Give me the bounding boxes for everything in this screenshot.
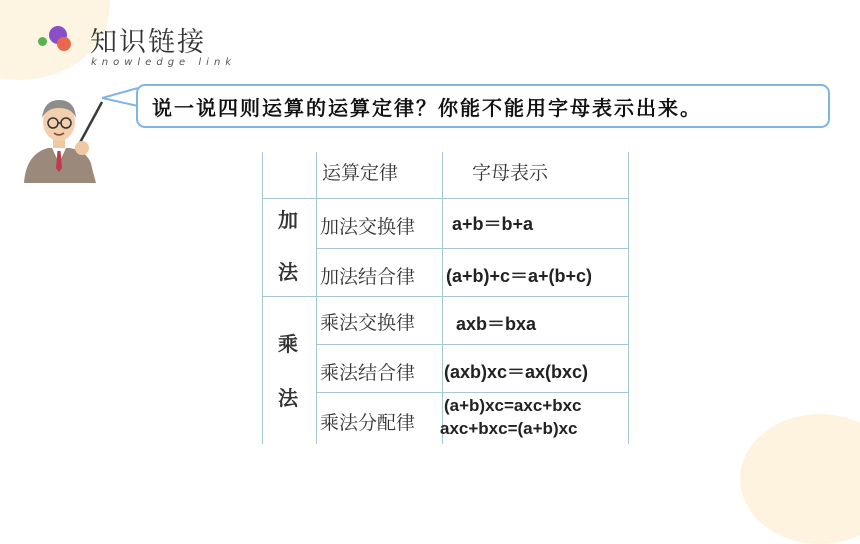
group-char: 法 bbox=[278, 260, 298, 284]
law-name: 乘法结合律 bbox=[320, 362, 416, 384]
grid-line bbox=[316, 248, 629, 249]
law-formula: axc+bxc=(a+b)xc bbox=[440, 419, 578, 438]
grid-line bbox=[262, 198, 629, 199]
grid-line bbox=[628, 152, 629, 444]
law-formula: a+b＝b+a bbox=[452, 214, 534, 234]
orange-dot bbox=[57, 37, 71, 51]
law-formula: (a+b)+c＝a+(b+c) bbox=[446, 266, 593, 286]
law-name: 加法结合律 bbox=[320, 266, 416, 288]
group-char: 法 bbox=[278, 386, 298, 410]
grid-line bbox=[262, 152, 263, 444]
law-name: 乘法分配律 bbox=[320, 412, 416, 434]
section-title: 知识链接 bbox=[90, 27, 206, 58]
group-char: 加 bbox=[278, 208, 298, 232]
law-name: 乘法交换律 bbox=[320, 312, 416, 334]
speech-bubble bbox=[136, 84, 830, 128]
question-text: 说一说四则运算的运算定律？你能不能用字母表示出来。 bbox=[152, 96, 702, 120]
law-name: 加法交换律 bbox=[320, 216, 416, 238]
section-subtitle: knowledge link bbox=[91, 57, 237, 68]
column-header-law: 运算定律 bbox=[322, 162, 399, 184]
grid-line bbox=[316, 392, 629, 393]
teacher-illustration bbox=[18, 88, 113, 183]
law-formula: axb＝bxa bbox=[456, 314, 537, 334]
grid-line bbox=[262, 296, 629, 297]
law-formula: (a+b)xc=axc+bxc bbox=[444, 396, 582, 415]
column-header-formula: 字母表示 bbox=[472, 162, 549, 184]
grid-line bbox=[316, 152, 317, 444]
logo-dots-icon bbox=[36, 24, 76, 56]
grid-line bbox=[442, 152, 443, 444]
group-char: 乘 bbox=[278, 332, 298, 356]
law-formula: (axb)xc＝ax(bxc) bbox=[444, 362, 589, 382]
grid-line bbox=[316, 344, 629, 345]
corner-decoration-bottom bbox=[740, 414, 860, 544]
green-dot bbox=[38, 37, 47, 46]
laws-table bbox=[262, 152, 630, 444]
